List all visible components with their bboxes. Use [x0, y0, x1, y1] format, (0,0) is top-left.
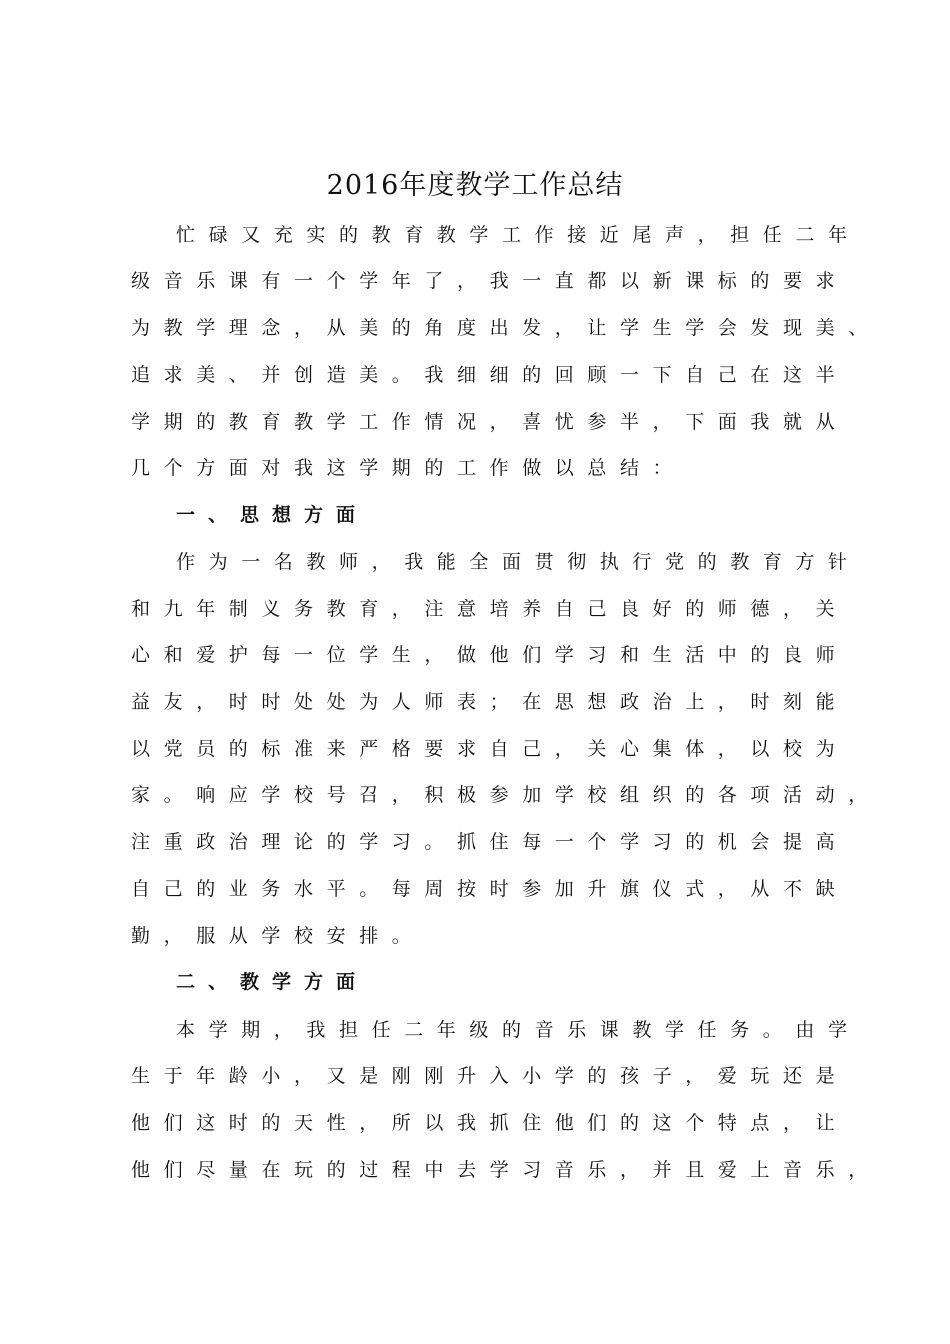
- section2-line-1: 本学期，我担任二年级的音乐课教学任务。由学: [176, 1019, 861, 1041]
- section-heading-teaching: 二、教学方面: [176, 971, 369, 993]
- section1-line-2: 和九年制义务教育，注意培养自己良好的师德，关: [131, 598, 849, 620]
- section-heading-thought: 一、思想方面: [176, 504, 369, 526]
- intro-line-6: 几个方面对我这学期的工作做以总结：: [131, 457, 686, 479]
- section1-line-1: 作为一名教师，我能全面贯彻执行党的教育方针: [176, 551, 861, 573]
- section2-line-4: 他们尽量在玩的过程中去学习音乐，并且爱上音乐，: [131, 1159, 881, 1181]
- document-title: 2016年度教学工作总结: [326, 170, 624, 201]
- intro-line-3: 为教学理念，从美的角度出发，让学生学会发现美、: [131, 317, 881, 339]
- section1-line-6: 家。响应学校号召，积极参加学校组织的各项活动，: [131, 784, 881, 806]
- intro-line-1: 忙碌又充实的教育教学工作接近尾声，担任二年: [176, 224, 861, 246]
- section1-line-5: 以党员的标准来严格要求自己，关心集体，以校为: [131, 738, 849, 760]
- intro-line-4: 追求美、并创造美。我细细的回顾一下自己在这半: [131, 364, 849, 386]
- section2-line-2: 生于年龄小，又是刚刚升入小学的孩子，爱玩还是: [131, 1065, 849, 1087]
- section1-line-8: 自己的业务水平。每周按时参加升旗仪式，从不缺: [131, 878, 849, 900]
- intro-line-5: 学期的教育教学工作情况，喜忧参半，下面我就从: [131, 411, 849, 433]
- section1-line-7: 注重政治理论的学习。抓住每一个学习的机会提高: [131, 831, 849, 853]
- section1-line-3: 心和爱护每一位学生，做他们学习和生活中的良师: [131, 644, 849, 666]
- intro-line-2: 级音乐课有一个学年了，我一直都以新课标的要求: [131, 270, 849, 292]
- section1-line-4: 益友，时时处处为人师表；在思想政治上，时刻能: [131, 691, 849, 713]
- section1-line-9: 勤，服从学校安排。: [131, 925, 425, 947]
- section2-line-3: 他们这时的天性，所以我抓住他们的这个特点，让: [131, 1112, 849, 1134]
